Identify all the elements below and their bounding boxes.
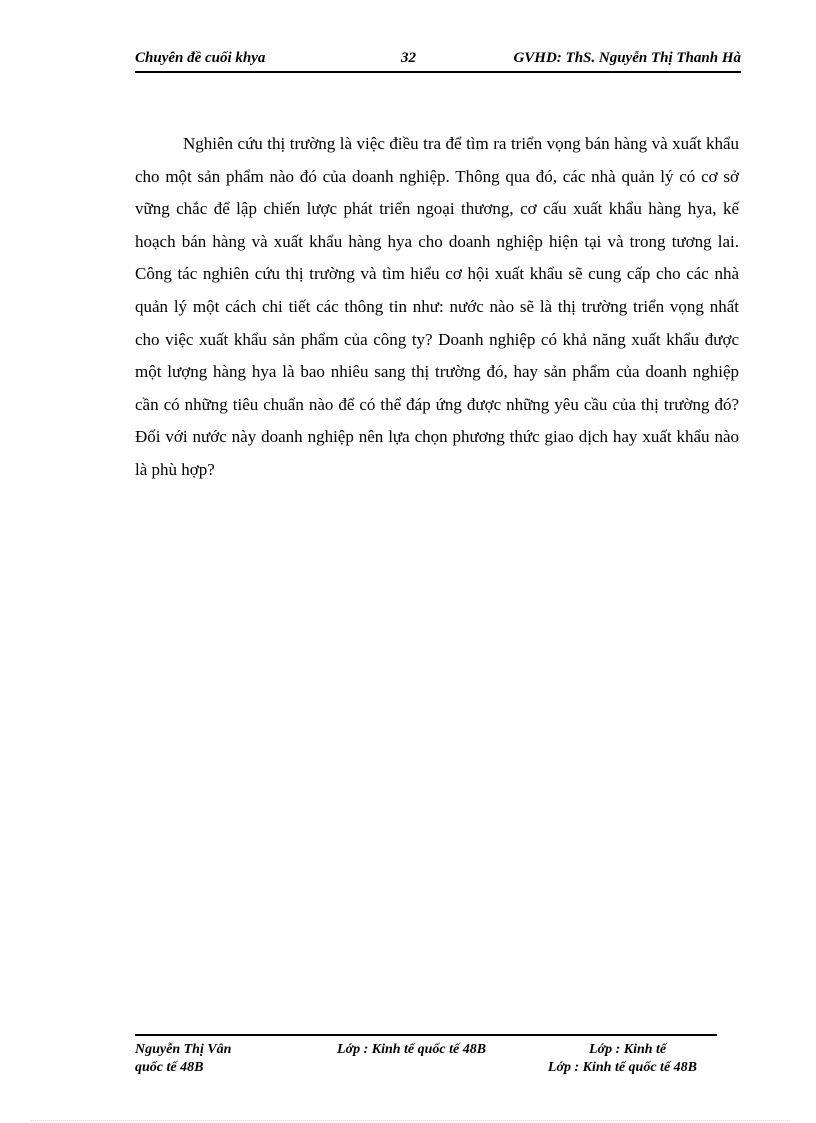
page-footer (135, 1038, 717, 1078)
footer-class-label-second: Lớp : Kinh tế quốc tế 48B (547, 1060, 697, 1075)
footer-class-label-wrap: quốc tế 48B (135, 1060, 204, 1075)
page-number: 32 (401, 50, 416, 66)
footer-divider (135, 1034, 717, 1036)
main-content (135, 128, 739, 487)
body-paragraph: Nghiên cứu thị trường là việc điều tra để tìm ra triển vọng bán hàng và xuất khẩu cho một sản phẩm nào đó của doanh nghiệp. Thông qua đó, các nhà quản lý có cơ sở vững chắc để lập chiến lược phát triển ngoại thương, cơ cấu xuất khẩu hàng hya, kế hoạch bán hàng và xuất khẩu hàng hya cho doanh nghiệp hiện tại và trong tương lai. Công tác nghiên cứu thị trường và tìm hiểu cơ hội xuất khẩu sẽ cung cấp cho các nhà quản lý một cách chi tiết các thông tin như: nước nào sẽ là thị trường triển vọng nhất cho việc xuất khẩu sản phẩm của công ty? Doanh nghiệp có khả năng xuất khẩu được một lượng hàng hya là bao nhiêu sang thị trường đó, hay sản phẩm của doanh nghiệp cần có những tiêu chuẩn nào để có thể đáp ứng được những yêu cầu của thị trường đó? Đối với nước này doanh nghiệp nên lựa chọn phương thức giao dịch hay xuất khẩu nào là phù hợp? (135, 134, 739, 479)
footer-class-label-repeat: Lớp : Kinh tế (589, 1042, 667, 1057)
footer-author: Nguyễn Thị Vân (135, 1042, 232, 1057)
supervisor-label: GVHD: ThS. Nguyễn Thị Thanh Hà (513, 50, 741, 66)
footer-class-label: Lớp : Kinh tế quốc tế 48B (337, 1042, 487, 1057)
header-divider (135, 71, 741, 73)
page-bottom-border (30, 1120, 790, 1121)
page-header (135, 48, 741, 70)
document-title: Chuyên đề cuối khya (135, 50, 266, 66)
